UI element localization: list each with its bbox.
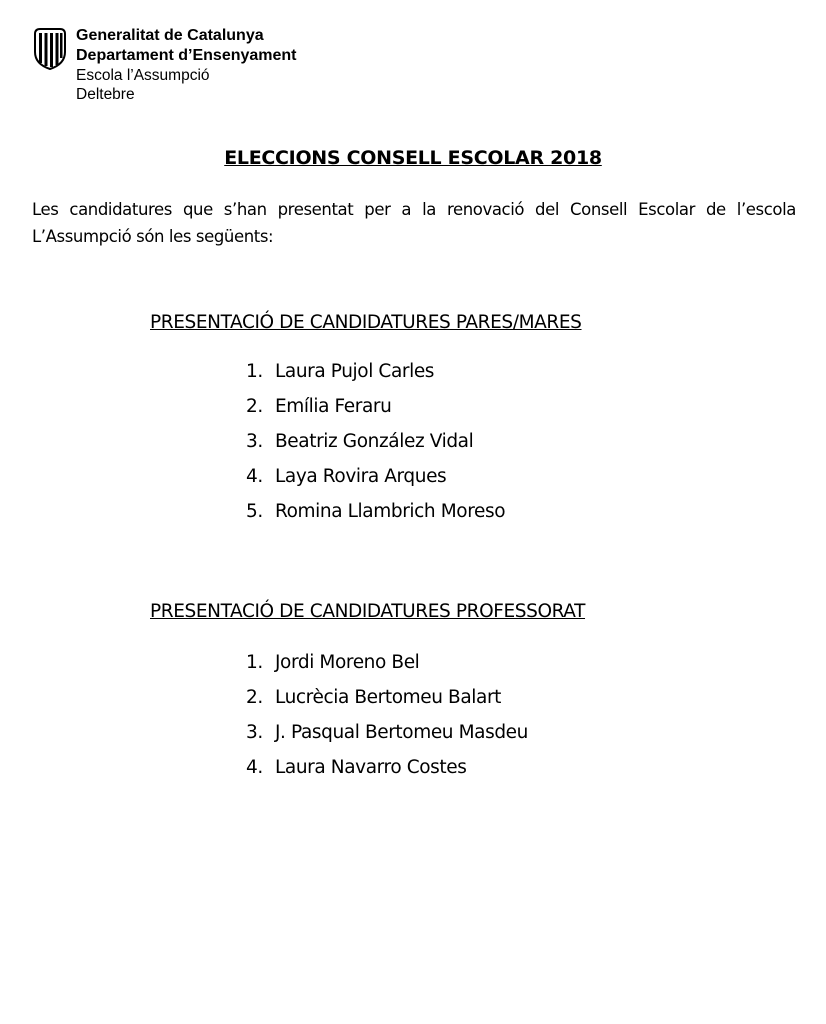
list-item — [246, 683, 528, 718]
candidate-name: Jordi Moreno Bel — [275, 652, 420, 673]
town-name: Deltebre — [76, 86, 135, 103]
list-item-number: 1. — [246, 652, 263, 673]
candidate-name: J. Pasqual Bertomeu Masdeu — [275, 722, 528, 743]
list-item-number: 1. — [246, 361, 263, 382]
list-item — [246, 648, 528, 683]
letterhead-text — [76, 26, 396, 104]
department-name: Departament d’Ensenyament — [76, 47, 297, 64]
list-item-number: 2. — [246, 687, 263, 708]
candidate-name: Laura Navarro Costes — [275, 757, 467, 778]
list-item — [246, 427, 505, 462]
list-item-number: 5. — [246, 501, 263, 522]
candidate-name: Romina Llambrich Moreso — [275, 501, 506, 522]
list-item-number: 4. — [246, 757, 263, 778]
list-item — [246, 718, 528, 753]
intro-paragraph: Les candidatures que s’han presentat per a la renovació del Consell Escolar de l’escola L’Assumpció són les següents: — [32, 200, 796, 246]
candidate-name: Laura Pujol Carles — [275, 361, 435, 382]
list-item-number: 2. — [246, 396, 263, 417]
list-item — [246, 497, 505, 532]
school-name: Escola l’Assumpció — [76, 67, 210, 84]
list-item — [246, 357, 505, 392]
list-item-number: 3. — [246, 722, 263, 743]
list-item — [246, 462, 505, 497]
list-item — [246, 392, 505, 427]
list-item — [246, 753, 528, 788]
org-name: Generalitat de Catalunya — [76, 27, 264, 44]
candidate-name: Lucrècia Bertomeu Balart — [275, 687, 502, 708]
document-title: ELECCIONS CONSELL ESCOLAR 2018 — [224, 147, 602, 169]
candidate-list-teachers — [246, 648, 528, 788]
generalitat-logo-icon — [32, 28, 68, 70]
candidate-list-parents — [246, 357, 505, 532]
section-heading-teachers: PRESENTACIÓ DE CANDIDATURES PROFESSORAT — [150, 601, 586, 622]
candidate-name: Beatriz González Vidal — [275, 431, 474, 452]
list-item-number: 3. — [246, 431, 263, 452]
section-heading-parents: PRESENTACIÓ DE CANDIDATURES PARES/MARES — [150, 312, 582, 333]
list-item-number: 4. — [246, 466, 263, 487]
candidate-name: Laya Rovira Arques — [275, 466, 447, 487]
candidate-name: Emília Feraru — [275, 396, 392, 417]
